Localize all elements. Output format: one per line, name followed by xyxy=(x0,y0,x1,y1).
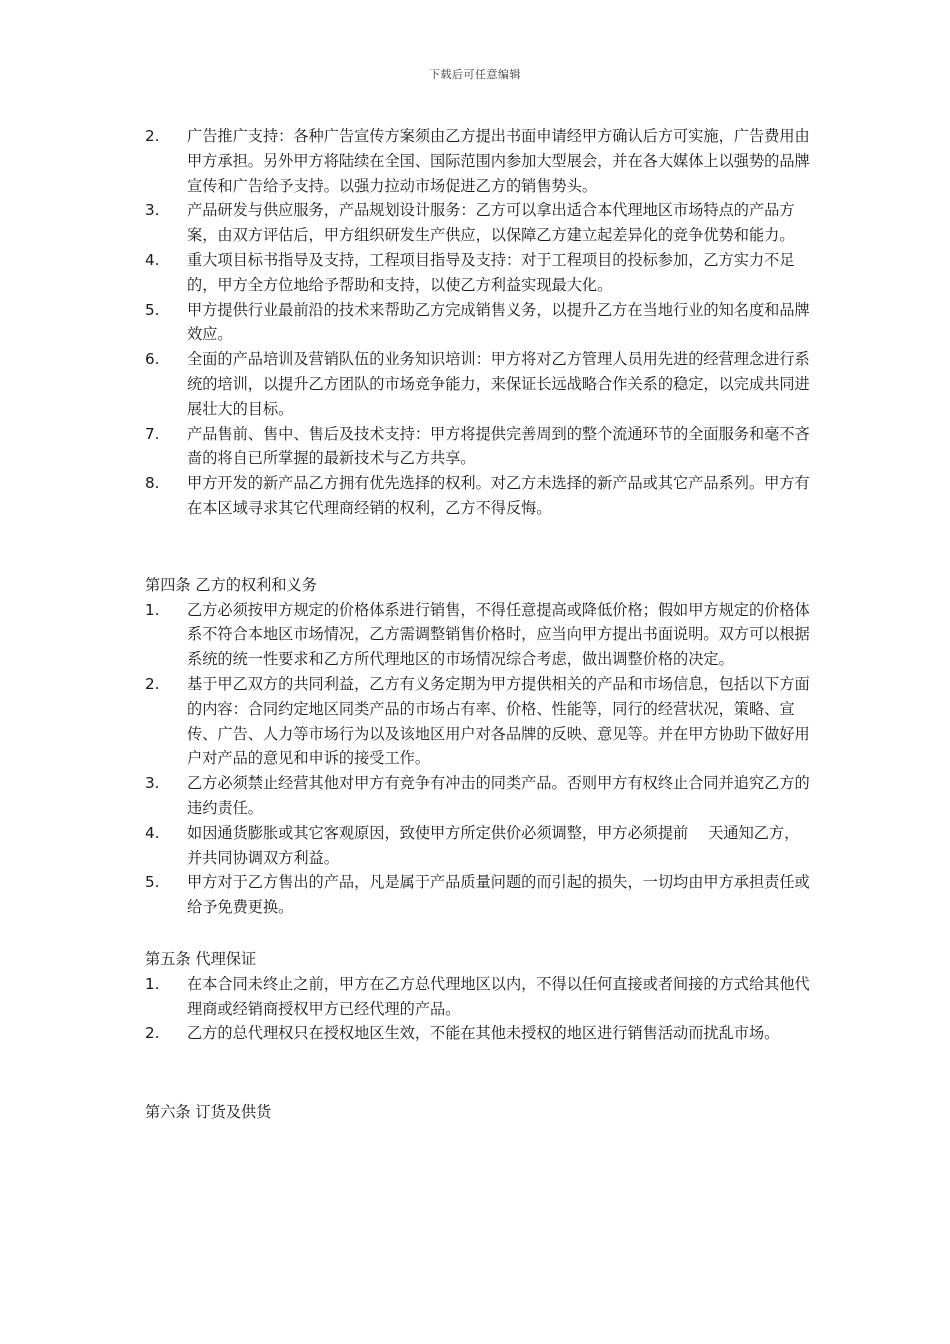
section3-list xyxy=(145,124,810,521)
list-text: 甲方开发的新产品乙方拥有优先选择的权利。对乙方未选择的新产品或其它产品系列。甲方有在本区域寻求其它代理商经销的权利，乙方不得反悔。 xyxy=(187,474,810,517)
list-item xyxy=(145,471,810,521)
list-text: 产品研发与供应服务，产品规划设计服务：乙方可以拿出适合本代理地区市场特点的产品方案，由双方评估后，甲方组织研发生产供应，以保障乙方建立起差异化的竞争优势和能力。 xyxy=(187,201,795,245)
spacer xyxy=(145,1046,810,1100)
list-number: 1. xyxy=(145,974,160,993)
list-text: 重大项目标书指导及支持，工程项目指导及支持：对于工程项目的投标参加，乙方实力不足的，甲方全方位地给予帮助和支持，以使乙方利益实现最大化。 xyxy=(187,250,795,294)
list-item xyxy=(145,248,810,298)
list-text: 广告推广支持：各种广告宣传方案须由乙方提出书面申请经甲方确认后方可实施，广告费用由甲方承担。另外甲方将陆续在全国、国际范围内参加大型展会，并在各大媒体上以强势的品牌宣传和广告给予支持。以强力拉动市场促进乙方的销售势头。 xyxy=(187,127,810,195)
list-number: 4. xyxy=(145,823,160,842)
list-item xyxy=(145,672,810,771)
list-item xyxy=(145,870,810,920)
list-text: 在本合同未终止之前，甲方在乙方总代理地区以内，不得以任何直接或者间接的方式给其他代理商或经销商授权甲方已经代理的产品。 xyxy=(187,974,810,1018)
list-text: 甲方对于乙方售出的产品，凡是属于产品质量问题的而引起的损失，一切均由甲方承担责任或给予免费更换。 xyxy=(187,873,810,917)
spacer xyxy=(145,920,810,947)
list-item xyxy=(145,771,810,821)
list-item xyxy=(145,598,810,672)
list-text: 全面的产品培训及营销队伍的业务知识培训：甲方将对乙方管理人员用先进的经营理念进行系统的培训，以提升乙方团队的市场竞争能力，来保证长远战略合作关系的稳定，以完成共同进展壮大的目标。 xyxy=(187,350,810,418)
list-number: 2. xyxy=(145,1024,160,1043)
list-number: 3. xyxy=(145,201,160,220)
list-text: 乙方的总代理权只在授权地区生效，不能在其他未授权的地区进行销售活动而扰乱市场。 xyxy=(187,1024,780,1043)
spacer xyxy=(145,521,810,573)
page-header: 下载后可任意编辑 xyxy=(429,68,521,81)
section4-list xyxy=(145,598,810,920)
list-number: 6. xyxy=(145,350,160,369)
list-text: 产品售前、售中、售后及技术支持：甲方将提供完善周到的整个流通环节的全面服务和毫不吝啬的将自已所掌握的最新技术与乙方共享。 xyxy=(187,424,810,468)
section6-title: 第六条 订货及供货 xyxy=(145,1103,272,1122)
list-number: 2. xyxy=(145,127,160,145)
list-number: 5. xyxy=(145,873,160,892)
section5-title: 第五条 代理保证 xyxy=(145,949,257,968)
list-number: 1. xyxy=(145,600,160,619)
list-item xyxy=(145,972,810,1022)
list-number: 8. xyxy=(145,474,160,493)
list-text: 如因通货膨胀或其它客观原因，致使甲方所定供价必须调整，甲方必须提前 天通知乙方，并共同协调双方利益。 xyxy=(187,823,800,867)
list-text: 乙方必须按甲方规定的价格体系进行销售，不得任意提高或降低价格；假如甲方规定的价格体系不符合本地区市场情况，乙方需调整销售价格时，应当向甲方提出书面说明。双方可以根据系统的统一性要求和乙方所代理地区的市场情况综合考虑，做出调整价格的决定。 xyxy=(187,600,810,669)
list-number: 4. xyxy=(145,250,160,269)
list-number: 5. xyxy=(145,300,160,319)
section4-title: 第四条 乙方的权利和义务 xyxy=(145,575,317,594)
list-number: 7. xyxy=(145,424,160,443)
list-number: 2. xyxy=(145,674,160,693)
list-item xyxy=(145,198,810,248)
document-body xyxy=(145,124,810,1125)
list-text: 甲方提供行业最前沿的技术来帮助乙方完成销售义务，以提升乙方在当地行业的知名度和品牌效应。 xyxy=(187,300,810,344)
list-item xyxy=(145,124,810,198)
list-item xyxy=(145,347,810,421)
list-item xyxy=(145,821,810,871)
list-item xyxy=(145,1021,810,1046)
list-number: 3. xyxy=(145,774,160,793)
list-text: 基于甲乙双方的共同利益，乙方有义务定期为甲方提供相关的产品和市场信息，包括以下方面的内容：合同约定地区同类产品的市场占有率、价格、性能等，同行的经营状况，策略、宣传、广告、人力等市场行为以及该地区用户对各品牌的反映、意见等。并在甲方协助下做好用户对产品的意见和申诉的接受工作。 xyxy=(187,674,810,768)
list-text: 乙方必须禁止经营其他对甲方有竞争有冲击的同类产品。否则甲方有权终止合同并追究乙方的违约责任。 xyxy=(187,774,810,817)
section5-list xyxy=(145,972,810,1046)
list-item xyxy=(145,298,810,348)
list-item xyxy=(145,422,810,472)
